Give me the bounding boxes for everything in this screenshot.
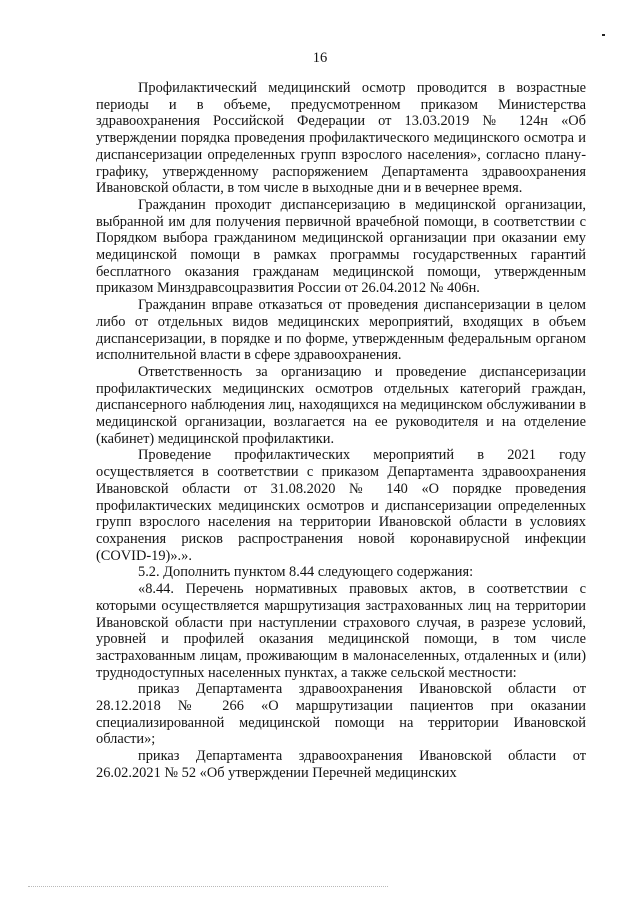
scan-artifact-line [28, 886, 388, 887]
paragraph-right-to-refuse: Гражданин вправе отказаться от проведения диспансеризации в целом либо от отдельных видов медицинских мероприятий, входящих в объем диспансеризации, в порядке и по форме, утвержденным федеральным органом исполнительной власти в сфере здравоохранения. [96, 297, 586, 364]
paragraph-dispensary-choice: Гражданин проходит диспансеризацию в медицинской организации, выбранной им для получения первичной врачебной помощи, в соответствии с Порядком выбора гражданином медицинской организации при оказании ему медицинской помощи в рамках программы государственных гарантий бесплатного оказания гражданам медицинской помощи, утвержденным приказом Минздравсоцразвития России от 26.04.2012 № 406н. [96, 196, 586, 297]
paragraph-order-266: приказ Департамента здравоохранения Ивановской области от 28.12.2018 № 266 «О маршрутизации пациентов при оказании специализированной медицинской помощи на территории Ивановской области»; [96, 681, 586, 748]
page-number: 16 [312, 50, 328, 66]
paragraph-8-44: «8.44. Перечень нормативных правовых актов, в соответствии с которыми осуществляется маршрутизация застрахованных лиц на территории Ивановской области при наступлении страхового случая, в разрезе условий, уровней и профилей оказания медицинской помощи, в том числе застрахованным лицам, проживающим в малонаселенных, отдаленных и (или) труднодоступных населенных пунктах, а также сельской местности: [96, 581, 586, 681]
document-body [96, 80, 586, 782]
paragraph-2021-measures: Проведение профилактических мероприятий в 2021 году осуществляется в соответствии с приказом Департамента здравоохранения Ивановской области от 31.08.2020 № 140 «О порядке проведения профилактических медицинских осмотров и диспансеризации определенных групп взрослого населения на территории Ивановской области в условиях сохранения рисков распространения новой коронавирусной инфекции (COVID-19)».». [96, 447, 586, 564]
paragraph-preventive-exam: Профилактический медицинский осмотр проводится в возрастные периоды и в объеме, предусмотренном приказом Министерства здравоохранения Российской Федерации от 13.03.2019 № 124н «Об утверждении порядка проведения профилактического медицинского осмотра и диспансеризации определенных групп взрослого населения», согласно плану-графику, утвержденному распоряжением Департамента здравоохранения Ивановской области, в том числе в выходные дни и в вечернее время. [96, 80, 586, 197]
scan-mark [602, 34, 605, 36]
paragraph-order-52: приказ Департамента здравоохранения Ивановской области от 26.02.2021 № 52 «Об утверждении Перечней медицинских [96, 748, 586, 781]
paragraph-amendment-5-2: 5.2. Дополнить пунктом 8.44 следующего содержания: [138, 564, 474, 581]
paragraph-responsibility: Ответственность за организацию и проведение диспансеризации профилактических медицинских осмотров отдельных категорий граждан, диспансерного наблюдения лиц, находящихся на медицинском обслуживании в медицинской организации, возлагается на ее руководителя и на отделение (кабинет) медицинской профилактики. [96, 363, 586, 447]
